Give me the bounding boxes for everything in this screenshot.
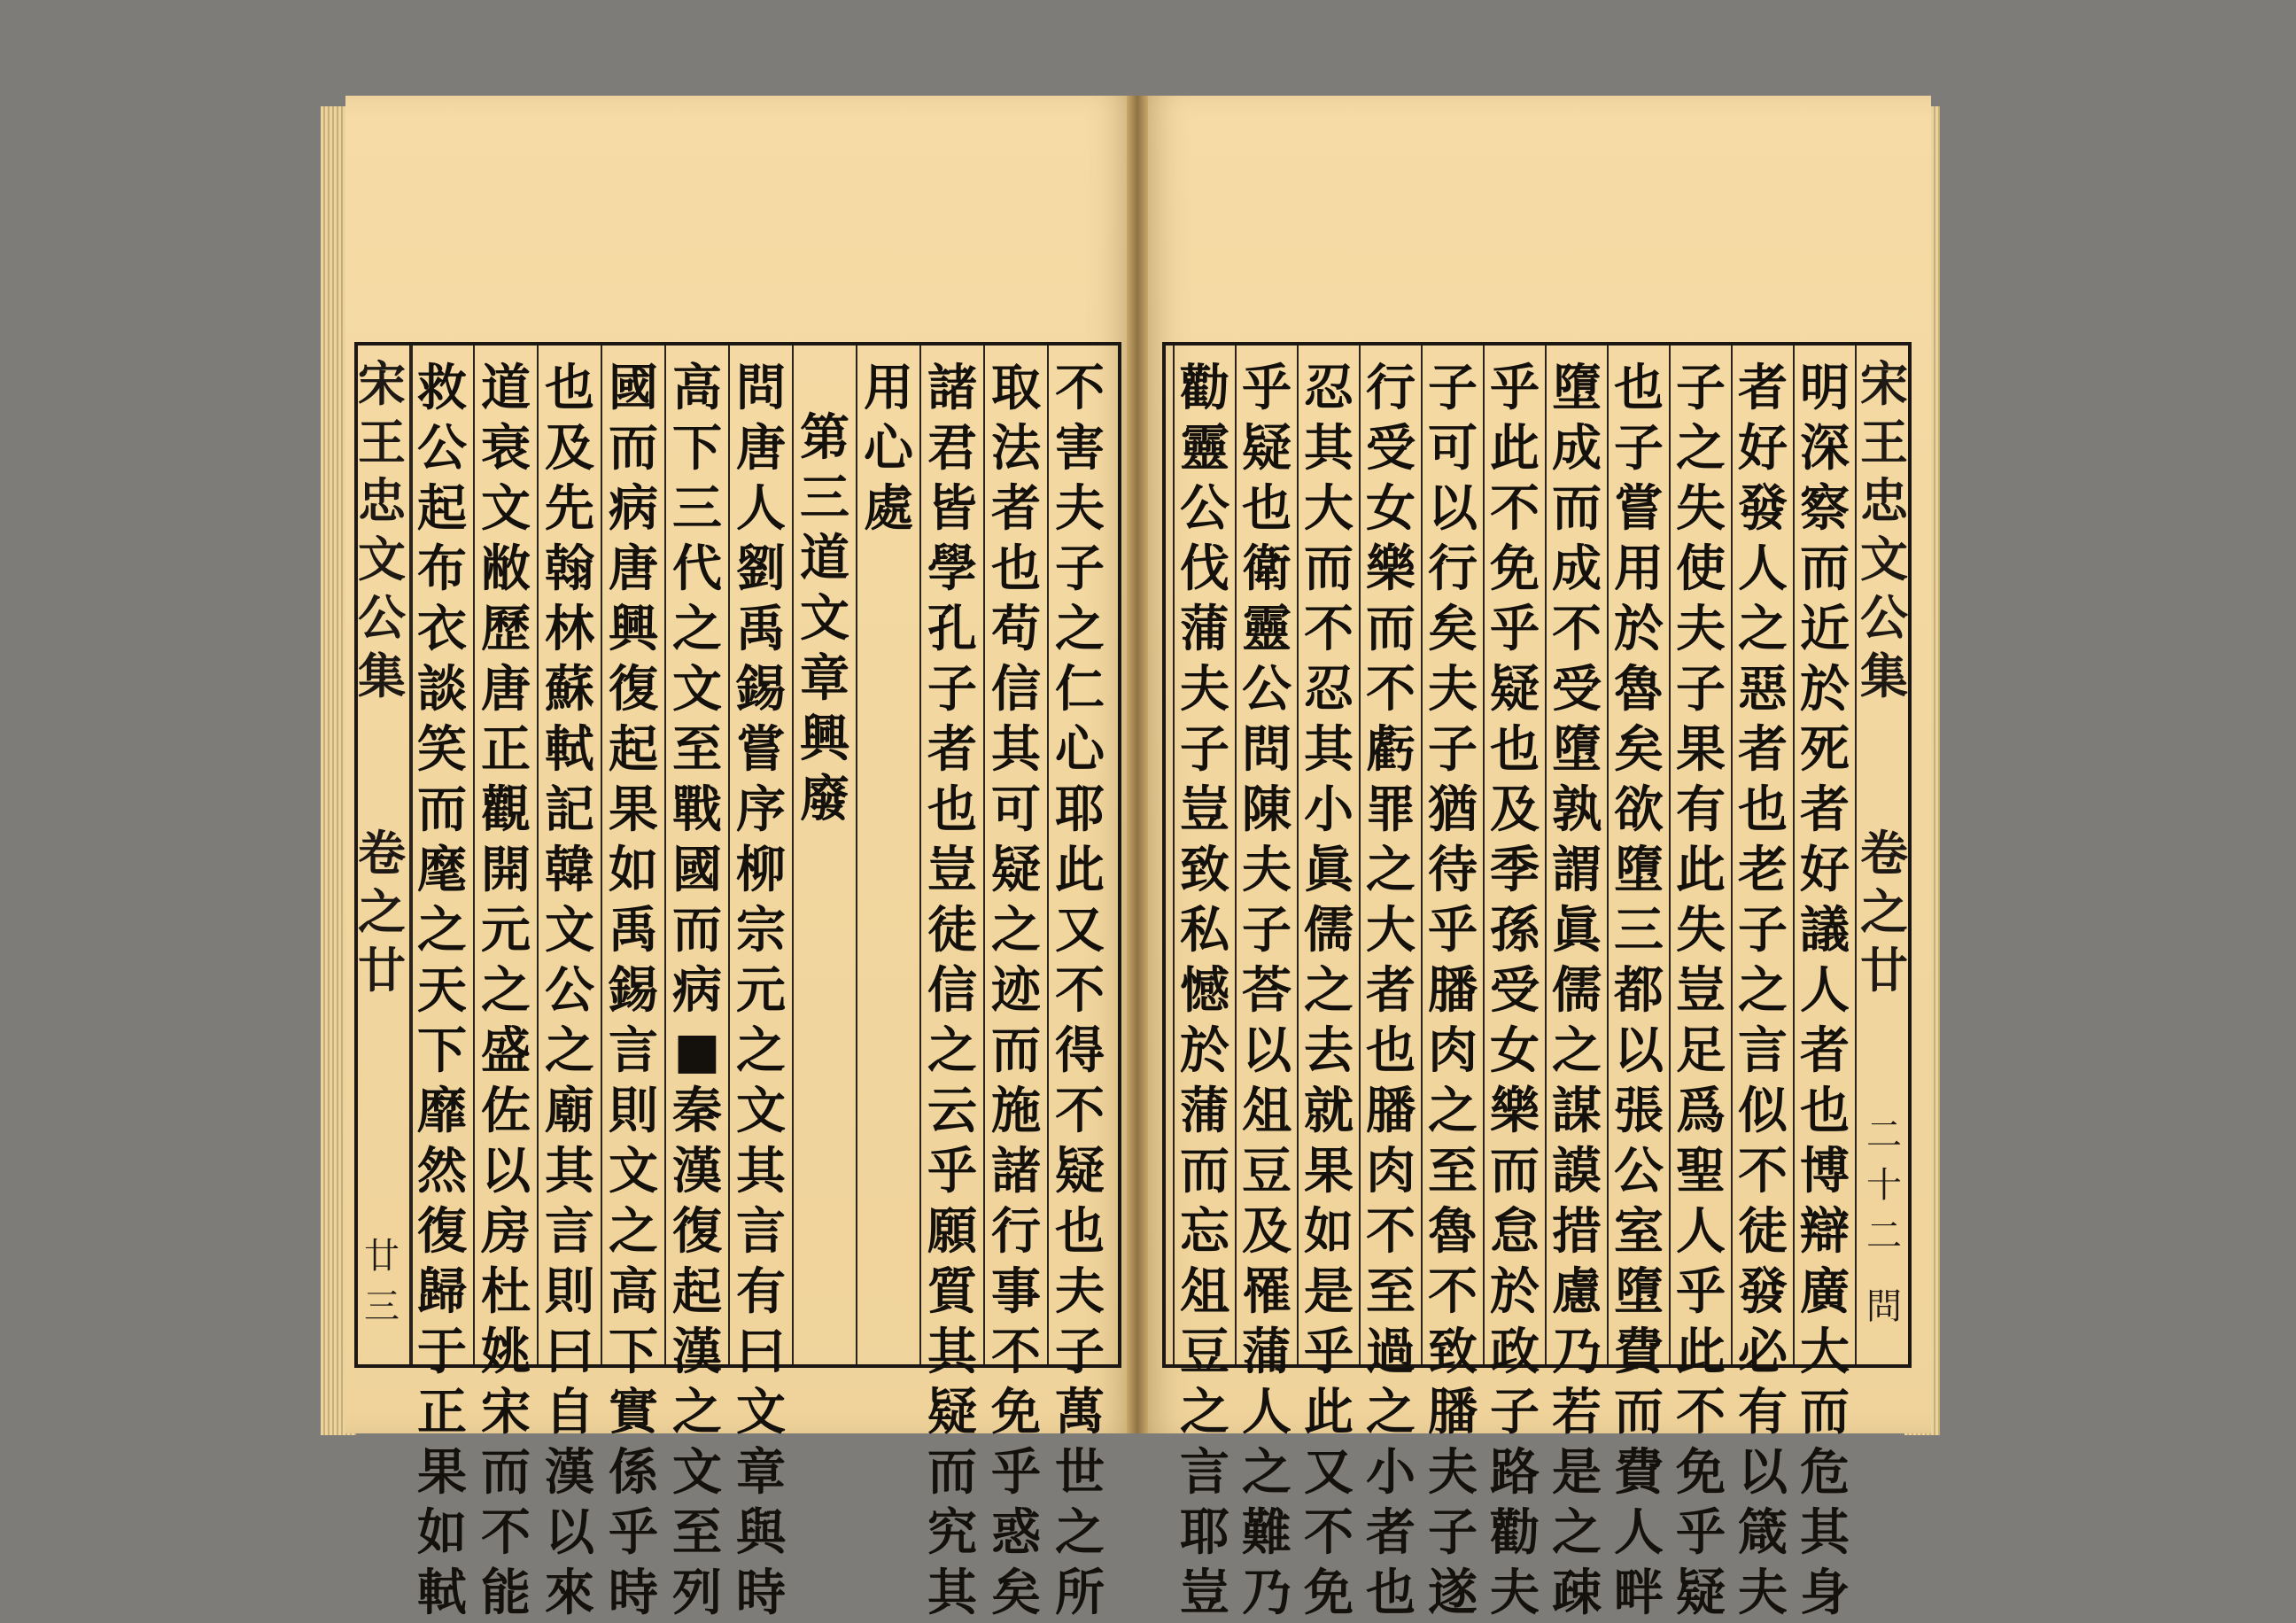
right-margin-title: 宋 王 忠 文 公 集 xyxy=(1860,355,1908,704)
column-rule xyxy=(664,346,666,1364)
margin-rule xyxy=(411,346,413,1364)
text-column: 不 害 夫 子 之 仁 心 耶 此 又 不 得 不 疑 也 夫 子 萬 世 之 所 xyxy=(1055,359,1105,1622)
text-column: 道 衰 文 敝 歷 唐 正 觀 開 元 之 盛 佐 以 房 杜 姚 宋 而 不 能 xyxy=(481,359,531,1622)
text-column: 忍 其 大 而 不 忍 其 小 眞 儒 之 去 就 果 如 是 乎 此 又 不 免 xyxy=(1304,359,1354,1622)
text-column: 第 三 道 文 章 興 廢 xyxy=(800,408,849,828)
text-column: 國 而 病 唐 興 復 起 果 如 禹 錫 言 則 文 之 高 下 實 係 乎 時 xyxy=(609,359,658,1622)
book-spine xyxy=(1127,96,1148,1433)
text-column: 乎 疑 也 衛 靈 公 問 陳 夫 子 荅 以 俎 豆 及 罹 蒲 人 之 難 乃 xyxy=(1242,359,1292,1622)
column-rule xyxy=(1359,346,1361,1364)
column-rule xyxy=(728,346,730,1364)
text-column: 墮 成 而 成 不 受 墮 孰 謂 眞 儒 之 謀 謨 措 慮 乃 若 是 之 疎 xyxy=(1552,359,1602,1622)
left-page-number: 廿三 xyxy=(364,1236,399,1327)
text-column: 也 及 先 翰 林 蘇 軾 記 韓 文 公 之 廟 其 言 則 曰 自 漢 以 來 xyxy=(545,359,594,1622)
column-rule xyxy=(1483,346,1485,1364)
text-column: 行 受 女 樂 而 不 虧 罪 之 大 者 也 膰 肉 不 至 過 之 小 者 也 xyxy=(1366,359,1416,1622)
text-column: 者 好 發 人 之 惡 者 也 老 子 之 言 似 不 徒 發 必 有 以 箴 夫 xyxy=(1738,359,1788,1622)
column-rule xyxy=(1047,346,1049,1364)
column-rule xyxy=(983,346,985,1364)
margin-rule xyxy=(1855,346,1857,1364)
column-rule xyxy=(1421,346,1423,1364)
text-column: 諸 君 皆 學 孔 子 者 也 豈 徒 信 之 云 乎 願 質 其 疑 而 究 其 xyxy=(927,359,977,1622)
column-rule xyxy=(1669,346,1671,1364)
right-page-number: 二十二 xyxy=(1866,1114,1902,1256)
column-rule xyxy=(473,346,475,1364)
column-rule xyxy=(1607,346,1609,1364)
text-column: 高 下 三 代 之 文 至 戰 國 而 病 ■ 秦 漢 復 起 漢 之 文 至 列 xyxy=(672,359,722,1622)
column-rule xyxy=(792,346,794,1364)
text-column: 子 可 以 行 矣 夫 子 猶 待 乎 膰 肉 之 至 魯 不 致 膰 夫 子 遂 xyxy=(1428,359,1478,1622)
text-column: 用 心 處 xyxy=(864,359,913,538)
right-text-frame xyxy=(1162,342,1912,1622)
column-rule xyxy=(601,346,602,1364)
right-bottom-label: 問 xyxy=(1866,1286,1902,1327)
column-rule xyxy=(856,346,857,1364)
text-column: 取 法 者 也 苟 信 其 可 疑 之 迹 而 施 諸 行 事 不 免 乎 惑 矣 xyxy=(991,359,1041,1622)
text-column: 乎 此 不 免 乎 疑 也 及 季 孫 受 女 樂 而 怠 於 政 子 路 勸 夫 xyxy=(1490,359,1540,1622)
column-rule xyxy=(919,346,921,1364)
column-rule xyxy=(1545,346,1547,1364)
text-column: 明 深 察 而 近 於 死 者 好 議 人 者 也 博 辯 廣 大 而 危 其 身 xyxy=(1800,359,1850,1622)
text-column: 勸 靈 公 伐 蒲 夫 子 豈 致 私 憾 於 蒲 而 忘 俎 豆 之 言 耶 豈 xyxy=(1180,359,1229,1622)
column-rule xyxy=(1235,346,1237,1364)
text-column: 子 之 失 使 夫 子 果 有 此 失 豈 足 爲 聖 人 乎 此 不 免 乎 疑 xyxy=(1676,359,1726,1622)
left-margin-title: 宋 王 忠 文 公 集 xyxy=(358,355,406,704)
text-column: 問 唐 人 劉 禹 錫 嘗 序 柳 宗 元 之 文 其 言 有 曰 文 章 與 時 xyxy=(736,359,786,1622)
column-rule xyxy=(537,346,539,1364)
left-text-frame xyxy=(354,342,1121,1622)
right-volume-label: 卷 之 廿 xyxy=(1860,825,1908,998)
column-rule xyxy=(1793,346,1795,1364)
text-column: 救 公 起 布 衣 談 笑 而 麾 之 天 下 靡 然 復 歸 于 正 果 如 軾 xyxy=(417,359,467,1622)
text-column: 也 子 嘗 用 於 魯 矣 欲 墮 三 都 以 張 公 室 墮 費 而 費 人 畔 xyxy=(1614,359,1664,1622)
left-volume-label: 卷 之 廿 xyxy=(358,825,406,998)
column-rule xyxy=(1297,346,1299,1364)
column-rule xyxy=(1173,346,1175,1364)
column-rule xyxy=(1731,346,1733,1364)
